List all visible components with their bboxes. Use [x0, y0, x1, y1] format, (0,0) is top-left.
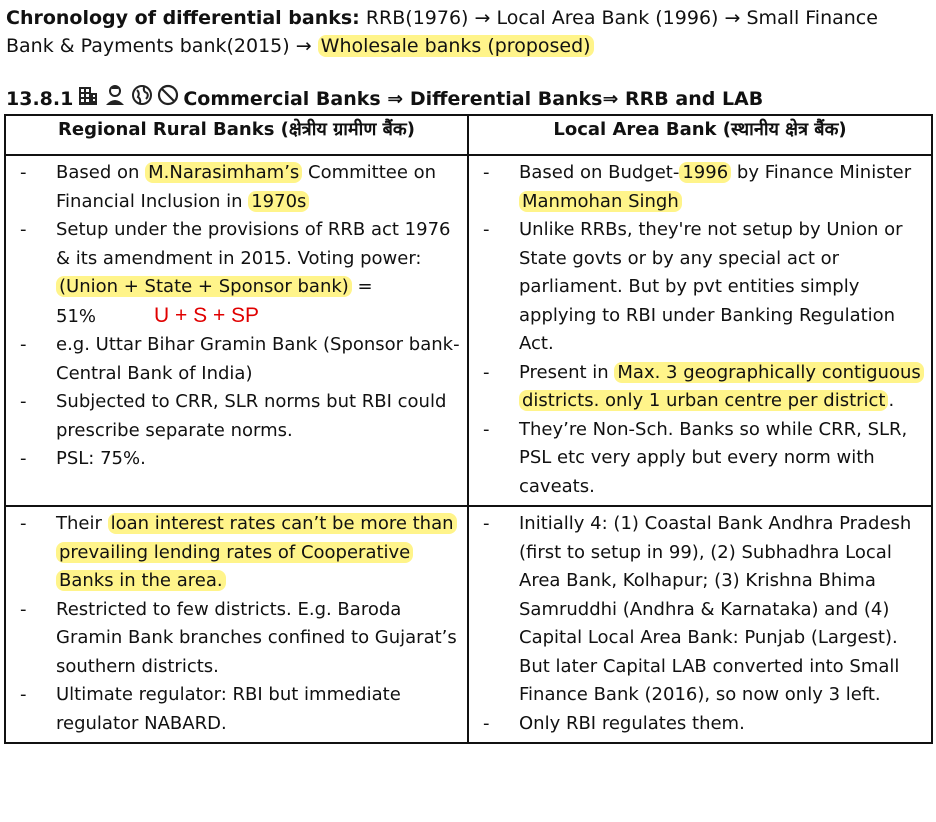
list-item: - PSL: 75%. — [12, 445, 461, 474]
list-item: - Based on Budget- 1996 by Finance Minister Manmohan Singh — [475, 159, 925, 216]
chronology-label: Chronology of differential banks: — [6, 7, 360, 29]
rrb-cell — [5, 155, 468, 506]
section-title: Commercial Banks ⇒ Differential Banks⇒ RRB and LAB — [183, 87, 764, 110]
rrb-cell — [5, 506, 468, 743]
globe-icon — [131, 84, 153, 113]
list-item: - Only RBI regulates them. — [475, 710, 925, 739]
lab-cell — [468, 506, 932, 743]
comparison-table — [4, 114, 933, 744]
table-row — [5, 155, 932, 506]
list-item: - Their loan interest rates can’t be more than prevailing lending rates of Cooperative Banks in the area. — [12, 510, 461, 596]
list-item: - Ultimate regulator: RBI but immediate regulator NABARD. — [12, 681, 461, 738]
section-number: 13.8.1 — [6, 87, 74, 110]
list-item: - Initially 4: (1) Coastal Bank Andhra Pradesh (first to setup in 99), (2) Subhadhra Local Area Bank, Kolhapur; (3) Krishna Bhima Samruddhi (Andhra & Karnataka) and (4) Capital Local Area Bank: Punjab (Largest). But later Capital LAB converted into Small Finance Bank (2016), so now only 3 left. — [475, 510, 925, 710]
prohibited-icon — [157, 84, 179, 113]
table-row — [5, 506, 932, 743]
chronology-highlight: Wholesale banks (proposed) — [318, 35, 594, 57]
list-item: - Subjected to CRR, SLR norms but RBI could prescribe separate norms. — [12, 388, 461, 445]
list-item: - Restricted to few districts. E.g. Baroda Gramin Bank branches confined to Gujarat’s southern districts. — [12, 596, 461, 682]
lab-cell — [468, 155, 932, 506]
rrb-column-header: Regional Rural Banks (क्षेत्रीय ग्रामीण बैंक) — [5, 115, 468, 155]
list-item: - e.g. Uttar Bihar Gramin Bank (Sponsor bank- Central Bank of India) — [12, 331, 461, 388]
section-heading — [6, 84, 763, 113]
office-building-icon — [77, 84, 99, 113]
list-item: - They’re Non-Sch. Banks so while CRR, SLR, PSL etc very apply but every norm with caveats. — [475, 416, 925, 502]
list-item: - Setup under the provisions of RRB act 1976 & its amendment in 2015. Voting power: (Union + State + Sponsor bank) = 51% U + S + SP — [12, 216, 461, 331]
list-item: - Unlike RRBs, they're not setup by Union or State govts or by any special act or parliament. But by pvt entities simply applying to RBI under Banking Regulation Act. — [475, 216, 925, 359]
handwritten-note: U + S + SP — [154, 303, 260, 327]
lab-column-header: Local Area Bank (स्थानीय क्षेत्र बैंक) — [468, 115, 932, 155]
chronology-line — [6, 4, 930, 60]
list-item: - Present in Max. 3 geographically contiguous districts. only 1 urban centre per district . — [475, 359, 925, 416]
chronology-sequence: RRB(1976) → Local Area Bank (1996) → Small Finance Bank & Payments bank(2015) → — [6, 7, 878, 57]
banker-person-icon — [103, 84, 127, 113]
table-header-row — [5, 115, 932, 155]
list-item: - Based on M.Narasimham’s Committee on Financial Inclusion in 1970s — [12, 159, 461, 216]
